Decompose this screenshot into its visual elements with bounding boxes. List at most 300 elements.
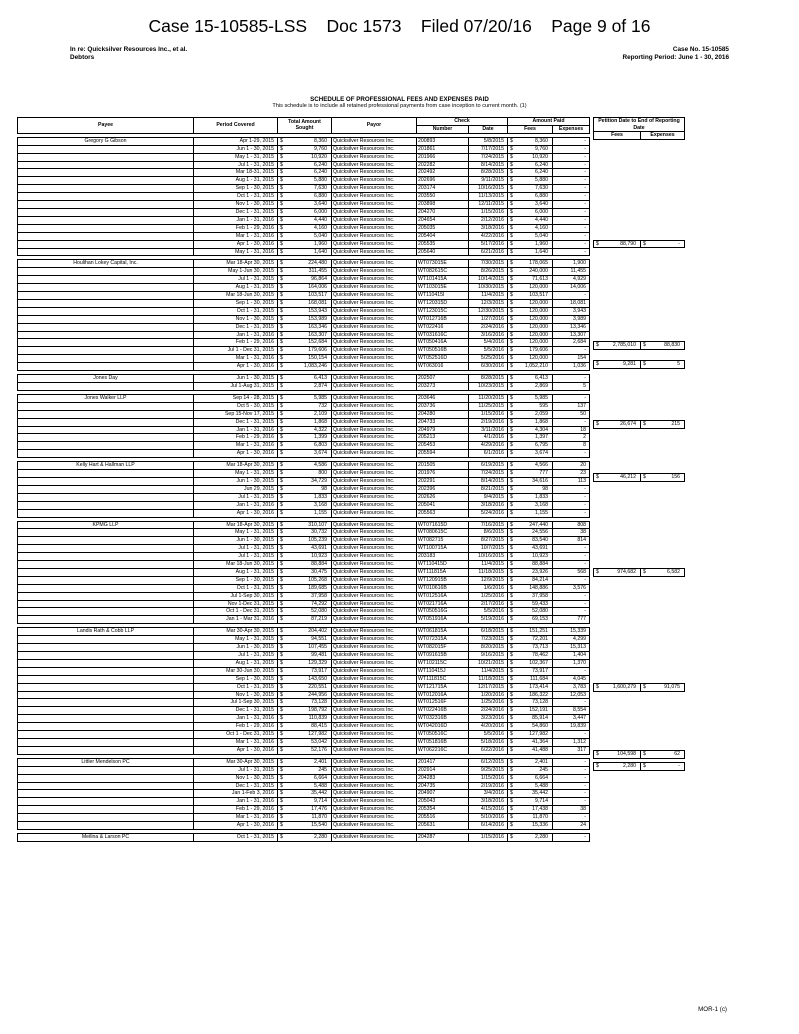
petition-blank [641,327,685,334]
petition-blank [594,191,641,198]
fees-paid-value: 4,160 [535,224,548,231]
petition-blank [641,635,685,642]
table-row [18,410,590,418]
currency-symbol: $ [510,442,513,449]
petition-fees-total-value: 974,682 [617,568,636,575]
petition-blank [641,307,685,314]
total-sought-value: 53,042 [311,738,327,745]
currency-symbol: $ [510,339,513,346]
check-number: 205354 [417,806,469,814]
table-row [18,299,590,307]
table-row [18,276,590,284]
currency-symbol: $ [280,375,283,382]
table-row [18,798,590,806]
payor: Quicksilver Resources Inc. [332,240,417,248]
fees-paid [508,248,553,256]
petition-blank [594,372,641,379]
total-sought-value: 1,083,246 [303,363,327,370]
total-sought [278,394,332,402]
payee-name [18,315,194,323]
check-date: 5/17/2016 [469,240,508,248]
petition-blank [641,506,685,513]
payor: Quicksilver Resources Inc. [332,691,417,699]
payor: Quicksilver Resources Inc. [332,292,417,300]
payee-name [18,537,194,545]
currency-symbol: $ [280,402,283,409]
check-number: WT063016 [417,363,469,371]
petition-blank [641,432,685,439]
currency-symbol: $ [280,699,283,706]
currency-symbol: $ [510,509,513,516]
currency-symbol: $ [510,644,513,651]
check-number: WT051916A [417,616,469,624]
petition-row [594,499,685,506]
payee-name [18,493,194,501]
total-sought [278,723,332,731]
period-covered: Aug 1 - 31, 2015 [194,177,278,185]
currency-symbol: $ [280,434,283,441]
currency-symbol: $ [510,833,513,840]
check-date: 1/27/2016 [469,315,508,323]
petition-row [594,485,685,492]
period-covered: Jan 1 - 31, 2016 [194,501,278,509]
currency-symbol: $ [280,521,283,528]
payor: Quicksilver Resources Inc. [332,746,417,754]
fees-paid-value: 9,760 [535,145,548,152]
petition-blank [641,226,685,233]
total-sought [278,268,332,276]
payor: Quicksilver Resources Inc. [332,224,417,232]
total-sought-value: 311,455 [308,268,327,275]
expenses-paid: 8 [553,442,590,450]
petition-row [594,751,685,759]
petition-blank [641,446,685,453]
payee-name [18,347,194,355]
total-sought [278,537,332,545]
payor: Quicksilver Resources Inc. [332,485,417,493]
check-number: 200893 [417,137,469,145]
expenses-paid: - [553,814,590,822]
expenses-paid: 3,989 [553,315,590,323]
payee-name [18,568,194,576]
expenses-paid: 5 [553,383,590,391]
petition-blank [641,526,685,533]
payee-name [18,299,194,307]
fees-paid [508,185,553,193]
petition-row [594,635,685,642]
expenses-paid: 38 [553,529,590,537]
check-number: 205043 [417,798,469,806]
payor: Quicksilver Resources Inc. [332,315,417,323]
total-sought [278,402,332,410]
period-covered: Nov 1 - 30, 2015 [194,691,278,699]
petition-row [594,736,685,743]
period-covered: Jan 1 - 31, 2016 [194,426,278,434]
currency-symbol: $ [510,553,513,560]
check-number: 202291 [417,477,469,485]
payor: Quicksilver Resources Inc. [332,260,417,268]
fees-paid [508,545,553,553]
currency-symbol: $ [596,763,599,770]
table-row [18,509,590,517]
expenses-paid: 15,339 [553,628,590,636]
payee-name [18,402,194,410]
total-sought [278,509,332,517]
period-covered: Jul 1 - 31, 2015 [194,493,278,501]
petition-blank [594,184,641,191]
petition-row [594,763,685,771]
currency-symbol: $ [596,474,599,481]
total-sought [278,592,332,600]
currency-symbol: $ [510,782,513,789]
payor: Quicksilver Resources Inc. [332,450,417,458]
currency-symbol: $ [280,608,283,615]
fees-paid-value: 120,000 [529,299,548,306]
currency-symbol: $ [643,420,646,427]
fees-paid [508,537,553,545]
currency-symbol: $ [280,731,283,738]
fees-paid-value: 4,440 [535,216,548,223]
payee-name [18,616,194,624]
expenses-paid: 1,900 [553,260,590,268]
total-sought [278,477,332,485]
check-number: 204287 [417,833,469,841]
fees-paid-value: 8,360 [535,137,548,144]
payor: Quicksilver Resources Inc. [332,545,417,553]
fees-paid [508,691,553,699]
expenses-paid: 11,455 [553,268,590,276]
table-row [18,450,590,458]
table-row [18,568,590,576]
period-covered: Feb 1 - 29, 2016 [194,723,278,731]
check-date: 11/4/2015 [469,561,508,569]
check-date: 7/23/2015 [469,636,508,644]
currency-symbol: $ [510,738,513,745]
fees-paid-value: 120,000 [529,307,548,314]
total-sought-value: 4,440 [314,216,327,223]
check-date: 10/16/2015 [469,553,508,561]
currency-symbol: $ [510,636,513,643]
currency-symbol: $ [510,363,513,370]
check-number: 201505 [417,462,469,470]
table-row [18,553,590,561]
check-number: 205404 [417,232,469,240]
petition-expenses-total [641,420,685,428]
table-row [18,738,590,746]
petition-blank [641,286,685,293]
check-date: 11/18/2015 [469,675,508,683]
payor: Quicksilver Resources Inc. [332,636,417,644]
table-row [18,782,590,790]
total-sought [278,232,332,240]
total-sought-value: 107,455 [308,644,327,651]
table-row [18,462,590,470]
check-number: 203550 [417,193,469,201]
fees-paid [508,363,553,371]
table-row [18,442,590,450]
fees-paid [508,790,553,798]
payor: Quicksilver Resources Inc. [332,462,417,470]
currency-symbol: $ [510,355,513,362]
payee-name [18,248,194,256]
fees-paid-value: 6,240 [535,169,548,176]
fees-paid [508,766,553,774]
check-date: 4/15/2016 [469,806,508,814]
total-sought-value: 4,322 [314,426,327,433]
payor: Quicksilver Resources Inc. [332,426,417,434]
currency-symbol: $ [280,477,283,484]
currency-symbol: $ [510,161,513,168]
petition-blank [594,649,641,656]
currency-symbol: $ [596,420,599,427]
total-sought-value: 1,833 [314,493,327,500]
fees-paid-value: 3,640 [535,201,548,208]
petition-blank [641,184,685,191]
check-number: WT103015E [417,284,469,292]
table-row [18,537,590,545]
table-row [18,331,590,339]
expenses-paid: 3,447 [553,715,590,723]
currency-symbol: $ [280,814,283,821]
petition-row [594,334,685,341]
petition-blank [641,334,685,341]
fees-paid-value: 84,214 [532,576,548,583]
total-sought-value: 168,081 [308,299,327,306]
table-row [18,545,590,553]
fees-paid-value: 10,923 [532,553,548,560]
currency-symbol: $ [596,568,599,575]
payee-name [18,746,194,754]
petition-blank [594,526,641,533]
fees-table-body [18,133,590,841]
table-row [18,636,590,644]
total-sought [278,545,332,553]
fees-paid [508,485,553,493]
fees-paid [508,723,553,731]
check-date: 3/18/2016 [469,501,508,509]
fees-paid [508,201,553,209]
petition-blank [594,143,641,150]
petition-row [594,307,685,314]
fees-paid [508,529,553,537]
currency-symbol: $ [280,592,283,599]
total-sought-value: 310,107 [308,521,327,528]
table-row [18,260,590,268]
total-sought [278,521,332,529]
total-sought [278,493,332,501]
payor: Quicksilver Resources Inc. [332,628,417,636]
currency-symbol: $ [510,600,513,607]
table-row [18,731,590,739]
payee-name [18,790,194,798]
payor: Quicksilver Resources Inc. [332,822,417,830]
payor: Quicksilver Resources Inc. [332,509,417,517]
check-date: 1/15/2016 [469,833,508,841]
check-date: 7/24/2015 [469,470,508,478]
total-sought [278,553,332,561]
total-sought-value: 244,956 [308,691,327,698]
payor: Quicksilver Resources Inc. [332,707,417,715]
currency-symbol: $ [510,608,513,615]
check-number: 201976 [417,470,469,478]
check-date: 8/20/2015 [469,644,508,652]
check-date: 3/23/2016 [469,715,508,723]
currency-symbol: $ [510,402,513,409]
petition-blank [594,265,641,272]
period-covered: Mar 1 - 31, 2016 [194,232,278,240]
table-row [18,790,590,798]
petition-blank [594,513,641,520]
fees-paid [508,208,553,216]
payee-name: Jones Walker LLP [18,394,194,402]
check-number: WT120915B [417,576,469,584]
fees-paid [508,806,553,814]
period-covered: Dec 1 - 31, 2015 [194,323,278,331]
check-date: 12/30/2015 [469,307,508,315]
check-number: WT082615C [417,268,469,276]
expenses-paid: - [553,600,590,608]
petition-row [594,513,685,520]
total-sought-value: 224,480 [308,260,327,267]
currency-symbol: $ [510,477,513,484]
fees-paid-value: 152,191 [529,707,548,714]
check-date: 1/15/2016 [469,410,508,418]
total-sought-value: 153,943 [308,307,327,314]
check-date: 11/20/2015 [469,394,508,402]
petition-blank [594,439,641,446]
fees-paid-value: 5,488 [535,782,548,789]
period-covered: Apr 1 - 30, 2016 [194,450,278,458]
check-number: 203174 [417,185,469,193]
check-number: WT012516F [417,699,469,707]
petition-blank [594,399,641,406]
currency-symbol: $ [280,161,283,168]
total-sought [278,169,332,177]
period-covered: May 1 - 31, 2015 [194,636,278,644]
check-date: 9/4/2015 [469,493,508,501]
total-sought-value: 220,551 [308,683,327,690]
payee-name [18,707,194,715]
petition-row [594,540,685,547]
total-sought [278,193,332,201]
payor: Quicksilver Resources Inc. [332,339,417,347]
check-number: WT031616C [417,331,469,339]
total-sought [278,418,332,426]
expenses-paid: - [553,145,590,153]
currency-symbol: $ [280,284,283,291]
petition-blank [594,621,641,628]
payor: Quicksilver Resources Inc. [332,683,417,691]
expenses-paid: 3,783 [553,683,590,691]
fees-paid [508,814,553,822]
petition-row [594,533,685,540]
total-sought [278,137,332,145]
fees-paid [508,470,553,478]
petition-blank [594,353,641,360]
check-number: WT091615B [417,652,469,660]
fees-paid [508,782,553,790]
check-number: 204733 [417,418,469,426]
table-row [18,193,590,201]
fees-paid [508,193,553,201]
period-covered: Mar 18-Jun 30, 2015 [194,561,278,569]
check-date: 5/10/2016 [469,814,508,822]
payee-name [18,232,194,240]
currency-symbol: $ [280,659,283,666]
payee-name [18,636,194,644]
check-number: WT071615D [417,521,469,529]
payee-name [18,410,194,418]
petition-row [594,198,685,205]
currency-symbol: $ [510,177,513,184]
table-row [18,145,590,153]
total-sought-value: 7,630 [314,185,327,192]
total-sought [278,485,332,493]
fees-paid [508,576,553,584]
petition-row [594,320,685,327]
payee-name: Kelly Hart & Hallman LLP [18,462,194,470]
fees-paid [508,347,553,355]
fees-paid-value: 3,674 [535,450,548,457]
check-date: 8/6/2015 [469,529,508,537]
fees-paid-value: 2,869 [535,383,548,389]
total-sought-value: 143,650 [308,675,327,682]
expenses-paid: - [553,699,590,707]
check-date: 10/14/2015 [469,276,508,284]
fees-paid [508,707,553,715]
check-date: 8/27/2015 [469,537,508,545]
col-payee: Payee [18,118,194,134]
total-sought-value: 6,240 [314,161,327,168]
expenses-paid: - [553,509,590,517]
check-number: 202696 [417,177,469,185]
check-number: 201966 [417,153,469,161]
expenses-paid: 154 [553,355,590,363]
check-number: 203736 [417,402,469,410]
currency-symbol: $ [280,260,283,267]
fees-paid-value: 120,000 [529,339,548,346]
payee-name [18,485,194,493]
currency-symbol: $ [510,683,513,690]
col-total-sought: Total Amount Sought [278,118,332,134]
form-id: MOR-1 (c) [698,1006,727,1013]
petition-table [593,117,685,771]
total-sought-value: 103,517 [308,292,327,299]
petition-blank [594,506,641,513]
table-row [18,137,590,145]
total-sought [278,347,332,355]
total-sought [278,766,332,774]
check-number: 202492 [417,169,469,177]
petition-blank [594,205,641,212]
check-number: WT073015E [417,260,469,268]
expenses-paid: - [553,375,590,383]
currency-symbol: $ [280,347,283,354]
payor: Quicksilver Resources Inc. [332,232,417,240]
col-amount-paid: Amount Paid [508,118,590,126]
table-row [18,707,590,715]
petition-blank [641,513,685,520]
fees-paid-value: 4,304 [535,426,548,433]
fees-paid-value: 98 [542,485,548,492]
petition-blank [641,413,685,420]
petition-blank [641,594,685,601]
total-sought [278,576,332,584]
expenses-paid: - [553,240,590,248]
expenses-paid: - [553,833,590,841]
fees-paid-value: 103,517 [529,292,548,299]
petition-row [594,676,685,683]
